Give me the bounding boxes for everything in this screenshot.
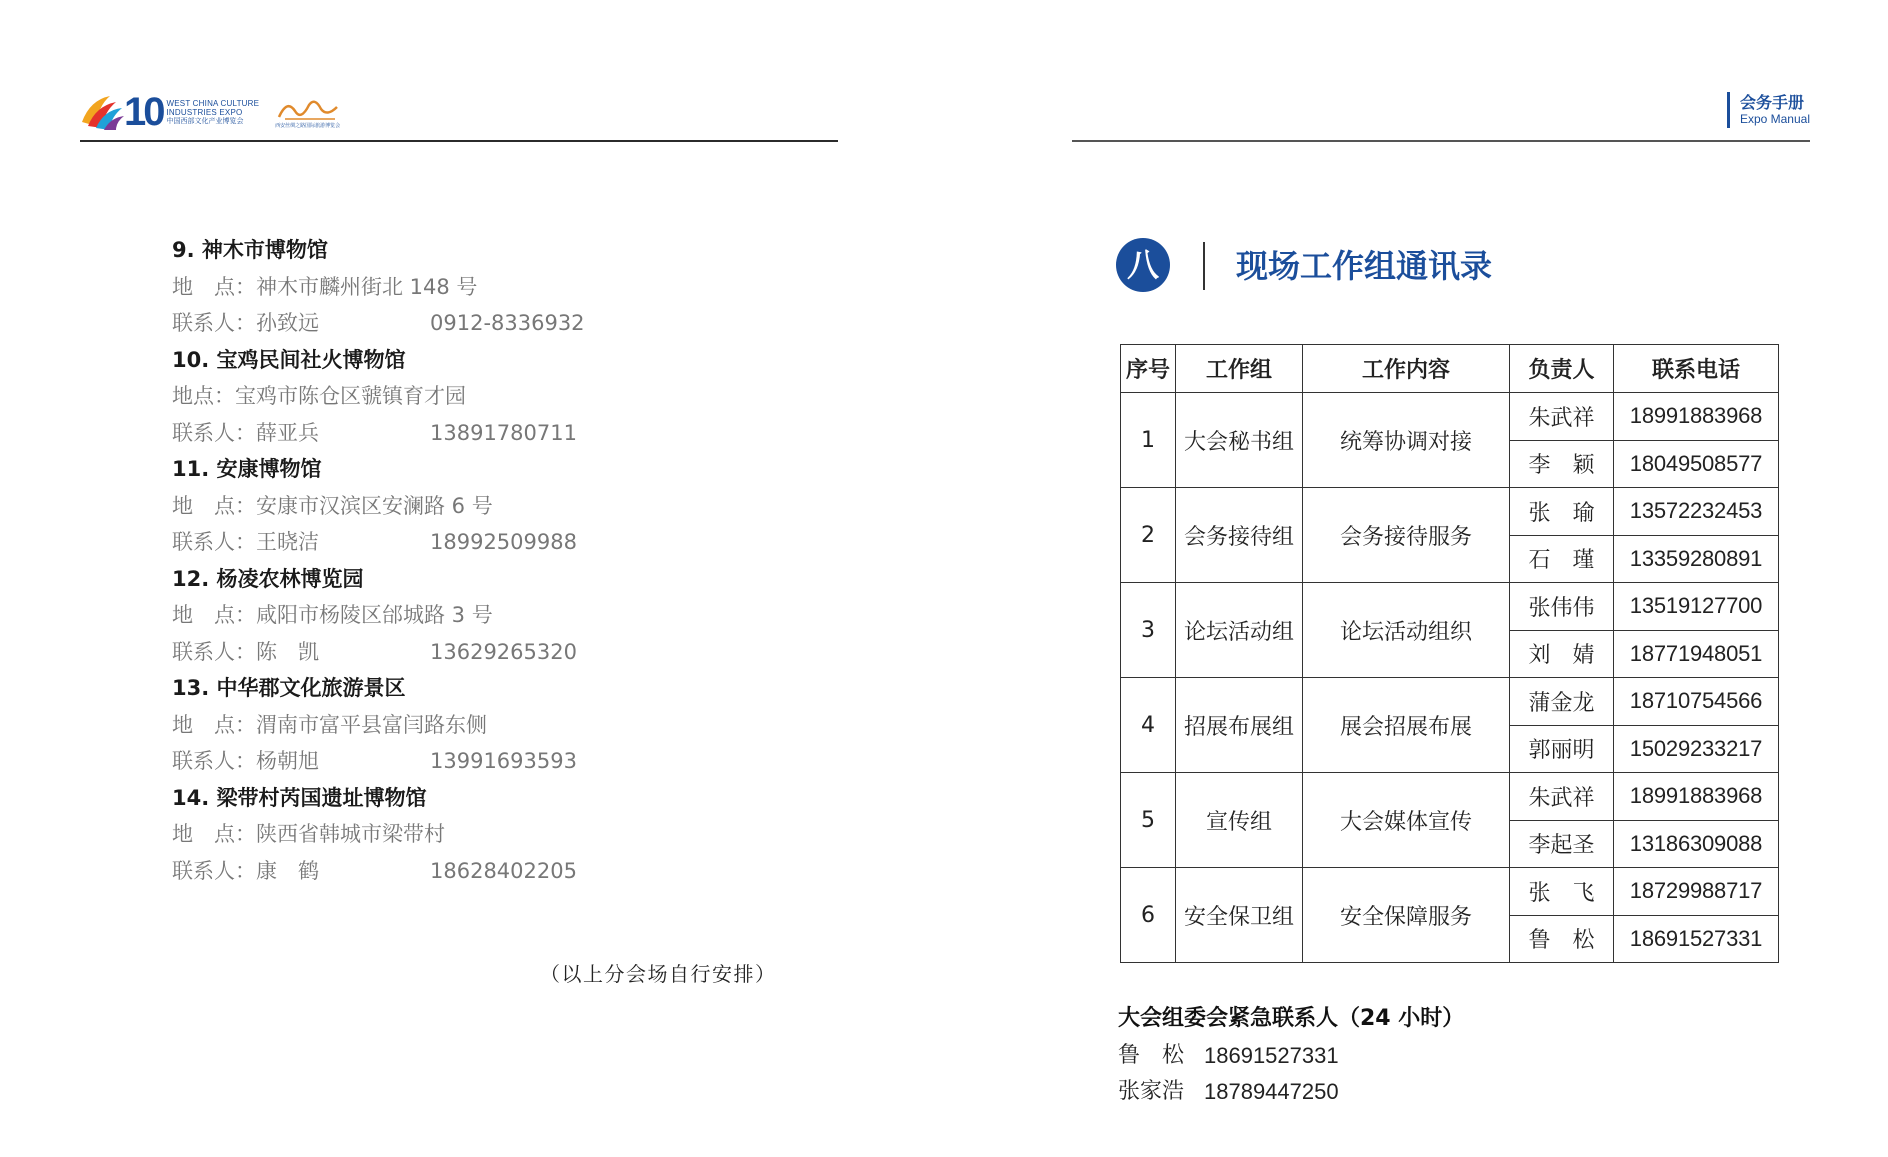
table-row bbox=[1121, 678, 1779, 726]
venue-title: 10. 宝鸡民间社火博物馆 bbox=[172, 347, 406, 372]
emergency-contact-row bbox=[1118, 1074, 1464, 1110]
cell-manager: 郭丽明 bbox=[1510, 725, 1614, 773]
cell-group: 宣传组 bbox=[1176, 773, 1303, 868]
cell-manager: 张伟伟 bbox=[1510, 583, 1614, 631]
cell-task: 展会招展布展 bbox=[1303, 678, 1510, 773]
header-divider-left bbox=[80, 140, 838, 142]
logo-en-line2: INDUSTRIES EXPO bbox=[166, 107, 243, 117]
table-header-row bbox=[1121, 345, 1779, 393]
venue-contact: 联系人：康 鹤 bbox=[172, 858, 319, 883]
venue-item bbox=[172, 780, 872, 890]
arrangement-note: （以上分会场自行安排） bbox=[540, 962, 777, 986]
venue-phone: 0912-8336932 bbox=[430, 311, 585, 335]
venue-contact: 联系人：孙致远 bbox=[172, 311, 319, 335]
logo-cn: 中国西部文化产业博览会 bbox=[166, 117, 244, 125]
header-divider-right bbox=[1072, 140, 1810, 142]
venue-item bbox=[172, 232, 872, 342]
cell-phone: 13572232453 bbox=[1614, 488, 1779, 536]
col-header-phone: 联系电话 bbox=[1614, 345, 1779, 393]
cell-group: 安全保卫组 bbox=[1176, 868, 1303, 963]
venue-phone: 13991693593 bbox=[430, 749, 577, 773]
section-title: 现场工作组通讯录 bbox=[1236, 247, 1493, 285]
cell-no: 2 bbox=[1121, 488, 1176, 583]
cell-task: 论坛活动组织 bbox=[1303, 583, 1510, 678]
cell-phone: 18991883968 bbox=[1614, 773, 1779, 821]
venue-contact-row bbox=[172, 853, 872, 890]
venue-contact-row bbox=[172, 415, 872, 452]
table-row bbox=[1121, 488, 1779, 536]
flame-logo-icon bbox=[80, 92, 126, 132]
manual-title-cn: 会务手册 bbox=[1739, 93, 1804, 112]
section-divider bbox=[1203, 242, 1205, 290]
venue-address: 地 点：安康市汉滨区安澜路 6 号 bbox=[172, 493, 493, 518]
cell-no: 6 bbox=[1121, 868, 1176, 963]
venue-title: 14. 梁带村芮国遗址博物馆 bbox=[172, 785, 427, 810]
emergency-name: 张家浩 bbox=[1118, 1079, 1185, 1104]
venue-item bbox=[172, 670, 872, 780]
cell-manager: 蒲金龙 bbox=[1510, 678, 1614, 726]
cell-phone: 18691527331 bbox=[1614, 915, 1779, 963]
venue-phone: 13891780711 bbox=[430, 420, 577, 445]
cell-phone: 18710754566 bbox=[1614, 678, 1779, 726]
cell-phone: 13519127700 bbox=[1614, 583, 1779, 631]
page-header-left bbox=[80, 88, 838, 142]
cell-task: 会务接待服务 bbox=[1303, 488, 1510, 583]
table-row bbox=[1121, 773, 1779, 821]
cell-no: 5 bbox=[1121, 773, 1176, 868]
venue-address: 地 点：神木市麟州街北 148 号 bbox=[172, 274, 478, 299]
cell-manager: 刘 婧 bbox=[1510, 630, 1614, 678]
venue-address: 地点：宝鸡市陈仓区虢镇育才园 bbox=[172, 384, 466, 408]
venue-contact-row bbox=[172, 305, 872, 342]
cell-phone: 18771948051 bbox=[1614, 630, 1779, 678]
emergency-phone: 18691527331 bbox=[1204, 1043, 1339, 1068]
cell-manager: 张 飞 bbox=[1510, 868, 1614, 916]
venue-contact: 联系人：王晓洁 bbox=[172, 530, 319, 554]
venue-contact: 联系人：杨朝旭 bbox=[172, 749, 319, 773]
contacts-table bbox=[1120, 344, 1779, 963]
cell-group: 招展布展组 bbox=[1176, 678, 1303, 773]
venue-phone: 18628402205 bbox=[430, 858, 577, 883]
venue-contact-row bbox=[172, 524, 872, 561]
emergency-name: 鲁 松 bbox=[1118, 1043, 1185, 1068]
col-header-no: 序号 bbox=[1121, 345, 1176, 393]
cell-no: 4 bbox=[1121, 678, 1176, 773]
cell-task: 大会媒体宣传 bbox=[1303, 773, 1510, 868]
cell-manager: 李起圣 bbox=[1510, 820, 1614, 868]
cell-no: 1 bbox=[1121, 393, 1176, 488]
emergency-contact-row bbox=[1118, 1038, 1464, 1074]
section-number-badge: 八 bbox=[1116, 238, 1170, 292]
cell-no: 3 bbox=[1121, 583, 1176, 678]
silk-road-logo-icon bbox=[275, 95, 345, 123]
venue-phone: 18992509988 bbox=[430, 530, 577, 554]
venue-item bbox=[172, 342, 872, 452]
cell-group: 会务接待组 bbox=[1176, 488, 1303, 583]
table-row bbox=[1121, 393, 1779, 441]
page-header-right bbox=[1072, 88, 1810, 142]
venue-list bbox=[172, 232, 872, 889]
col-header-task: 工作内容 bbox=[1303, 345, 1510, 393]
venue-title: 9. 神木市博物馆 bbox=[172, 238, 328, 262]
venue-address: 地 点：渭南市富平县富闫路东侧 bbox=[172, 712, 487, 737]
logo-en-line1: WEST CHINA CULTURE bbox=[166, 98, 260, 108]
cell-task: 统筹协调对接 bbox=[1303, 393, 1510, 488]
cell-group: 大会秘书组 bbox=[1176, 393, 1303, 488]
cell-manager: 朱武祥 bbox=[1510, 393, 1614, 441]
table-row bbox=[1121, 868, 1779, 916]
cell-phone: 15029233217 bbox=[1614, 725, 1779, 773]
manual-title-en: Expo Manual bbox=[1739, 112, 1810, 126]
venue-title: 13. 中华郡文化旅游景区 bbox=[172, 676, 406, 700]
col-header-manager: 负责人 bbox=[1510, 345, 1614, 393]
emergency-phone: 18789447250 bbox=[1204, 1079, 1339, 1104]
expo-logo bbox=[80, 90, 345, 134]
venue-contact: 联系人：陈 凯 bbox=[172, 639, 319, 664]
emergency-title: 大会组委会紧急联系人（24 小时） bbox=[1118, 1006, 1465, 1031]
cell-manager: 朱武祥 bbox=[1510, 773, 1614, 821]
table-row bbox=[1121, 583, 1779, 631]
venue-phone: 13629265320 bbox=[430, 639, 577, 664]
cell-group: 论坛活动组 bbox=[1176, 583, 1303, 678]
cell-phone: 18729988717 bbox=[1614, 868, 1779, 916]
manual-tag bbox=[1727, 92, 1810, 128]
venue-contact-row bbox=[172, 634, 872, 671]
cell-phone: 18991883968 bbox=[1614, 393, 1779, 441]
logo-text bbox=[167, 99, 260, 126]
logo-number: 10 bbox=[124, 90, 163, 134]
cell-phone: 18049508577 bbox=[1614, 440, 1779, 488]
venue-title: 12. 杨凌农林博览园 bbox=[172, 566, 364, 591]
col-header-group: 工作组 bbox=[1176, 345, 1303, 393]
venue-item bbox=[172, 561, 872, 671]
cell-manager: 石 瑾 bbox=[1510, 535, 1614, 583]
silk-road-logo-caption: 西安丝绸之路国际旅游博览会 bbox=[275, 123, 341, 129]
cell-phone: 13359280891 bbox=[1614, 535, 1779, 583]
silk-road-logo bbox=[275, 95, 345, 129]
venue-item bbox=[172, 451, 872, 561]
venue-title: 11. 安康博物馆 bbox=[172, 457, 322, 481]
cell-phone: 13186309088 bbox=[1614, 820, 1779, 868]
venue-contact-row bbox=[172, 743, 872, 780]
cell-manager: 张 瑜 bbox=[1510, 488, 1614, 536]
cell-manager: 李 颖 bbox=[1510, 440, 1614, 488]
venue-address: 地 点：陕西省韩城市梁带村 bbox=[172, 822, 445, 846]
cell-task: 安全保障服务 bbox=[1303, 868, 1510, 963]
venue-address: 地 点：咸阳市杨陵区邰城路 3 号 bbox=[172, 603, 493, 627]
venue-contact: 联系人：薛亚兵 bbox=[172, 420, 319, 445]
cell-manager: 鲁 松 bbox=[1510, 915, 1614, 963]
emergency-contacts bbox=[1118, 1000, 1464, 1110]
